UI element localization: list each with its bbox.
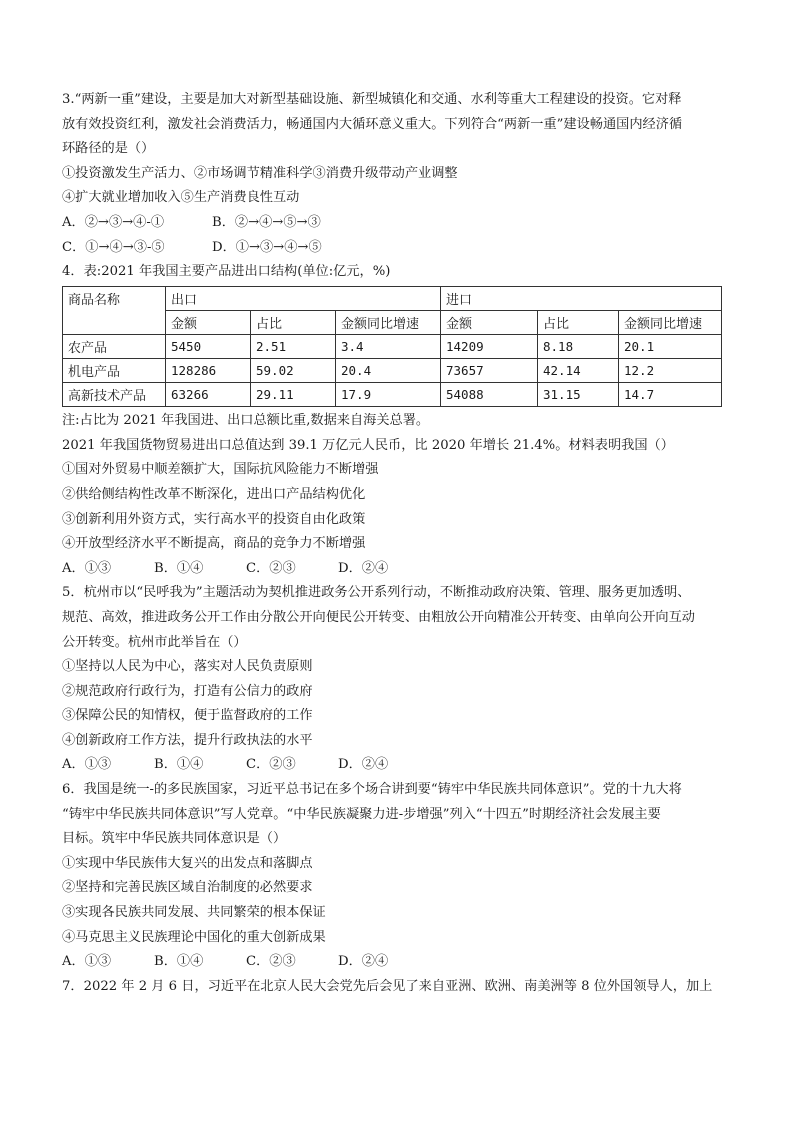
table-caption: 4．表:2021 年我国主要产品进出口结构(单位:亿元，%) xyxy=(62,264,391,280)
row-label: 机电产品 xyxy=(63,359,166,383)
table-cell: 14.7 xyxy=(619,383,722,407)
question-5 xyxy=(62,581,734,778)
option-d: D．②④ xyxy=(338,757,389,773)
question-stem-line: 6．我国是统一-的多民族国家，习近平总书记在多个场合讲到要“铸牢中华民族共同体意识”。党的十九大将 xyxy=(62,782,682,798)
option-a: A．①③ xyxy=(62,560,112,576)
statement-item: ②坚持和完善民族区域自治制度的必然要求 xyxy=(62,880,313,896)
question-stem-line: 2021 年我国货物贸易进出口总值达到 39.1 万亿元人民币，比 2020 年增长 21.4%。材料表明我国（） xyxy=(62,437,674,453)
row-label: 高新技术产品 xyxy=(63,383,166,407)
statement-item: ④开放型经济水平不断提高，商品的竞争力不断增强 xyxy=(62,536,366,552)
column-header: 占比 xyxy=(251,311,336,335)
table-cell: 20.4 xyxy=(336,359,441,383)
table-cell: 3.4 xyxy=(336,335,441,359)
question-stem-line: 放有效投资红利，激发社会消费活力，畅通国内大循环意义重大。下列符合“两新一重”建设畅通国内经济循 xyxy=(62,116,683,132)
option-b: B．①④ xyxy=(154,954,204,970)
option-b: B．①④ xyxy=(154,757,204,773)
statement-item: ④马克思主义民族理论中国化的重大创新成果 xyxy=(62,929,326,945)
table-cell: 8.18 xyxy=(538,335,619,359)
question-stem-line: “铸牢中华民族共同体意识”写人党章。“中华民族凝聚力进-步增强”列入“十四五”时期经济社会发展主要 xyxy=(62,806,661,822)
option-c: C．②③ xyxy=(246,560,296,576)
table-cell: 54088 xyxy=(441,383,538,407)
table-cell: 14209 xyxy=(441,335,538,359)
column-header: 金额同比增速 xyxy=(336,311,441,335)
option-a: A．①③ xyxy=(62,954,112,970)
table-cell: 73657 xyxy=(441,359,538,383)
question-4 xyxy=(62,260,734,581)
option-c: C．②③ xyxy=(246,757,296,773)
option-c: C．②③ xyxy=(246,954,296,970)
question-stem-line: 5．杭州市以“民呼我为”主题活动为契机推进政务公开系列行动，不断推动政府决策、管理、服务更加透明、 xyxy=(62,585,691,601)
column-header: 金额 xyxy=(166,311,251,335)
option-b: B．①④ xyxy=(154,560,204,576)
table-cell: 12.2 xyxy=(619,359,722,383)
statement-item: ③创新利用外资方式，实行高水平的投资自由化政策 xyxy=(62,511,366,527)
question-stem-line: 7．2022 年 2 月 6 日，习近平在北京人民大会党先后会见了来自亚洲、欧洲、南美洲等 8 位外国领导人，加上 xyxy=(62,978,713,994)
table-cell: 128286 xyxy=(166,359,251,383)
answer-options xyxy=(62,753,734,778)
table-row xyxy=(63,359,722,383)
column-header: 占比 xyxy=(538,311,619,335)
trade-table xyxy=(62,286,722,407)
statement-item: ①坚持以人民为中心，落实对人民负责原则 xyxy=(62,659,313,675)
table-cell: 17.9 xyxy=(336,383,441,407)
table-cell: 2.51 xyxy=(251,335,336,359)
question-7 xyxy=(62,975,734,1000)
question-stem-line: 环路径的是（） xyxy=(62,141,155,157)
statement-item: ②规范政府行政行为，打造有公信力的政府 xyxy=(62,683,313,699)
table-cell: 5450 xyxy=(166,335,251,359)
option-a: A．②→③→④-① xyxy=(62,214,165,230)
table-cell: 29.11 xyxy=(251,383,336,407)
statement-item: ②供给侧结构性改革不断深化，进出口产品结构优化 xyxy=(62,486,366,502)
table-cell: 20.1 xyxy=(619,335,722,359)
answer-options xyxy=(62,557,734,582)
table-corner-header: 商品名称 xyxy=(63,287,166,335)
question-stem-line: 目标。筑牢中华民族共同体意识是（） xyxy=(62,831,287,847)
table-cell: 31.15 xyxy=(538,383,619,407)
option-d: D．①→③→④→⑤ xyxy=(212,239,322,255)
column-header: 金额同比增速 xyxy=(619,311,722,335)
option-d: D．②④ xyxy=(338,560,389,576)
column-header: 金额 xyxy=(441,311,538,335)
question-stem-line: 规范、高效，推进政务公开工作由分散公开向便民公开转变、由粗放公开向精准公开转变、由单向公开向互动 xyxy=(62,609,695,625)
option-b: B．②→④→⑤→③ xyxy=(212,214,321,230)
question-stem-line: 3.“两新一重”建设，主要是加大对新型基础设施、新型城镇化和交通、水利等重大工程建设的投资。它对释 xyxy=(62,92,682,107)
statement-item: ①实现中华民族伟大复兴的出发点和落脚点 xyxy=(62,855,313,871)
table-note: 注:占比为 2021 年我国进、出口总额比重,数据来自海关总署。 xyxy=(62,413,430,429)
table-row xyxy=(63,335,722,359)
question-6 xyxy=(62,778,734,975)
statement-item: ①国对外贸易中顺差额扩大，国际抗风险能力不断增强 xyxy=(62,462,379,478)
answer-options xyxy=(62,211,734,236)
table-cell: 59.02 xyxy=(251,359,336,383)
row-label: 农产品 xyxy=(63,335,166,359)
answer-options xyxy=(62,950,734,975)
option-d: D．②④ xyxy=(338,954,389,970)
table-cell: 63266 xyxy=(166,383,251,407)
question-stem-line: 公开转变。杭州市此举旨在（） xyxy=(62,634,247,650)
statement-item: ③保障公民的知情权，便于监督政府的工作 xyxy=(62,708,313,724)
import-header: 进口 xyxy=(441,287,722,311)
table-row xyxy=(63,383,722,407)
option-c: C．①→④→③-⑤ xyxy=(62,239,165,255)
export-header: 出口 xyxy=(166,287,441,311)
statement-item: ③实现各民族共同发展、共同繁荣的根本保证 xyxy=(62,905,326,921)
exam-page xyxy=(62,88,734,999)
statement-item: ①投资激发生产活力、②市场调节精准科学③消费升级带动产业调整 xyxy=(62,165,458,181)
answer-options xyxy=(62,236,734,261)
table-cell: 42.14 xyxy=(538,359,619,383)
statement-item: ④扩大就业增加收入⑤生产消费良性互动 xyxy=(62,190,300,206)
question-3 xyxy=(62,88,734,260)
option-a: A．①③ xyxy=(62,757,112,773)
statement-item: ④创新政府工作方法，提升行政执法的水平 xyxy=(62,732,313,748)
